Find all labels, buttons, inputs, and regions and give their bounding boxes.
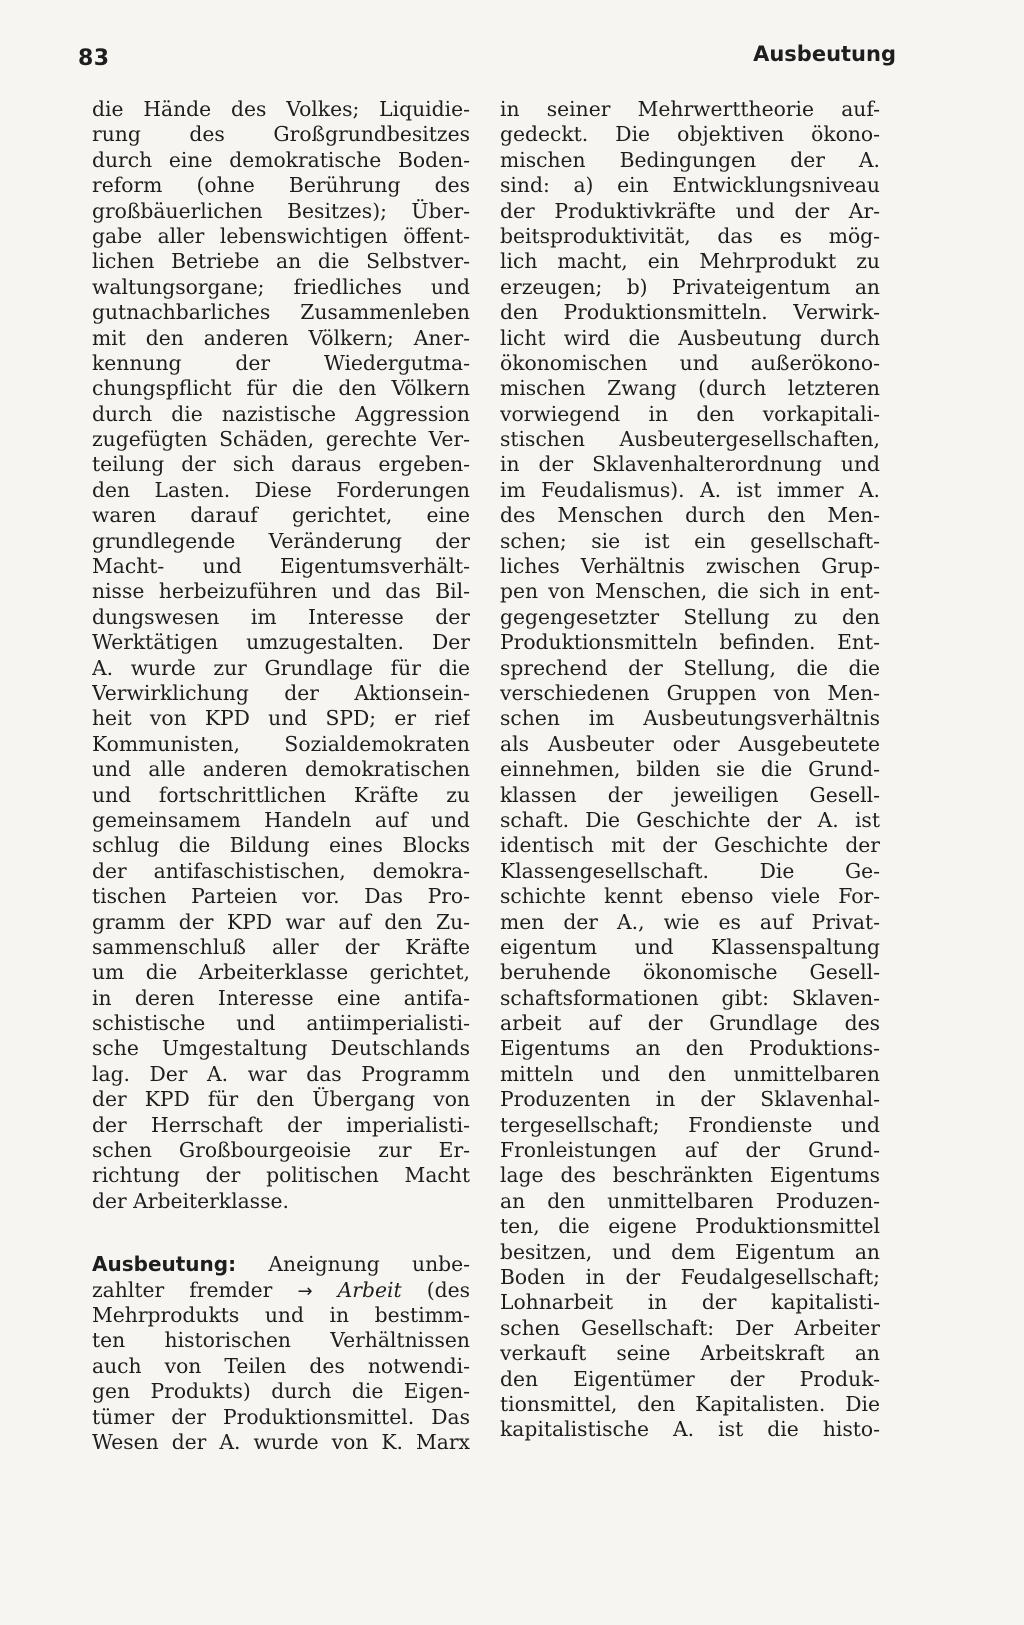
right-text-line: den Eigentümer der Produk- (500, 1366, 880, 1391)
left-text-line: gemeinsamem Handeln auf und (92, 807, 470, 832)
left-text-line: nisse herbeizuführen und das Bil- (92, 579, 470, 604)
entry-body (92, 1303, 470, 1455)
left-text-line: Werktätigen umzugestalten. Der (92, 630, 470, 655)
left-text-line: der antifaschistischen, demokra- (92, 858, 470, 883)
left-text-line: der Herrschaft der imperialisti- (92, 1112, 470, 1137)
right-text-line: stischen Ausbeutergesellschaften, (500, 427, 880, 452)
left-text-line: heit von KPD und SPD; er rief (92, 706, 470, 731)
right-text-line: Eigentums an den Produktions- (500, 1036, 880, 1061)
right-text-line: schaftsformationen gibt: Sklaven- (500, 985, 880, 1010)
right-text-line: identisch mit der Geschichte der (500, 833, 880, 858)
right-text-line: tergesellschaft; Frondienste und (500, 1112, 880, 1137)
left-text-line: mit den anderen Völkern; Aner- (92, 325, 470, 350)
entry-second-line-start: zahlter fremder (92, 1277, 298, 1302)
left-text-line: und alle anderen demokratischen (92, 757, 470, 782)
entry-first-line (92, 1252, 470, 1277)
right-text-line: lich macht, ein Mehrprodukt zu (500, 249, 880, 274)
left-text-line: sammenschluß aller der Kräfte (92, 934, 470, 959)
left-text-line: kennung der Wiedergutma- (92, 350, 470, 375)
page-number: 83 (78, 46, 110, 71)
right-text-line: den Produktionsmitteln. Verwirk- (500, 300, 880, 325)
right-text-line: in seiner Mehrwerttheorie auf- (500, 97, 880, 121)
right-text-line: an den unmittelbaren Produzen- (500, 1188, 880, 1213)
right-text-line: mischen Bedingungen der A. (500, 147, 880, 172)
right-text-line: im Feudalismus). A. ist immer A. (500, 477, 880, 502)
right-column (500, 97, 880, 1443)
entry-second-line (92, 1278, 470, 1303)
left-text-line: richtung der politischen Macht (92, 1163, 470, 1188)
right-text-line: als Ausbeuter oder Ausgebeutete (500, 731, 880, 756)
left-text-line: teilung der sich daraus ergeben- (92, 452, 470, 477)
right-text-line: gedeckt. Die objektiven ökono- (500, 122, 880, 147)
right-text-line: licht wird die Ausbeutung durch (500, 325, 880, 350)
right-text-line: eigentum und Klassenspaltung (500, 934, 880, 959)
right-text-line: schen; sie ist ein gesellschaft- (500, 528, 880, 553)
right-text-line: ten, die eigene Produktionsmittel (500, 1214, 880, 1239)
right-text-line: gegengesetzter Stellung zu den (500, 604, 880, 629)
right-text-line: kapitalistische A. ist die histo- (500, 1417, 880, 1442)
right-text-line: Lohnarbeit in der kapitalisti- (500, 1290, 880, 1315)
left-text-line: durch eine demokratische Boden- (92, 147, 470, 172)
left-text-line: reform (ohne Berührung des (92, 173, 470, 198)
left-text-line: um die Arbeiterklasse gerichtet, (92, 960, 470, 985)
left-text-line: schen Großbourgeoisie zur Er- (92, 1138, 470, 1163)
right-text-line: verkauft seine Arbeitskraft an (500, 1341, 880, 1366)
left-text-line: lag. Der A. war das Programm (92, 1061, 470, 1086)
entry-text-line: tümer der Produktionsmittel. Das (92, 1404, 470, 1429)
right-text-line: sprechend der Stellung, die die (500, 655, 880, 680)
right-text-line: schaft. Die Geschichte der A. ist (500, 807, 880, 832)
left-text-line: gutnachbarliches Zusammenleben (92, 300, 470, 325)
left-text-line: und fortschrittlichen Kräfte zu (92, 782, 470, 807)
left-text-line: schistische und antiimperialisti- (92, 1011, 470, 1036)
left-text-line: waren darauf gerichtet, eine (92, 503, 470, 528)
right-text-line: Produzenten in der Sklavenhal- (500, 1087, 880, 1112)
right-text-line: einnehmen, bilden sie die Grund- (500, 757, 880, 782)
left-text-line: die Hände des Volkes; Liquidie- (92, 97, 470, 121)
left-text-line: chungspflicht für die den Völkern (92, 376, 470, 401)
paragraph-continued (92, 97, 470, 1214)
right-text-line: ökonomischen und außerökono- (500, 350, 880, 375)
left-text-line: durch die nazistische Aggression (92, 401, 470, 426)
right-text-line: pen von Menschen, die sich in ent- (500, 579, 880, 604)
left-text-line: Macht- und Eigentumsverhält- (92, 554, 470, 579)
left-text-line: Verwirklichung der Aktionsein- (92, 680, 470, 705)
right-text-line: schichte kennt ebenso viele For- (500, 884, 880, 909)
right-text-line: arbeit auf der Grundlage des (500, 1011, 880, 1036)
right-text-line: Fronleistungen auf der Grund- (500, 1138, 880, 1163)
right-text-line: schen im Ausbeutungsverhältnis (500, 706, 880, 731)
left-text-line: in deren Interesse eine antifa- (92, 985, 470, 1010)
left-text-line: tischen Parteien vor. Das Pro- (92, 884, 470, 909)
right-text-line: Boden in der Feudalgesellschaft; (500, 1264, 880, 1289)
right-text-line: men der A., wie es auf Privat- (500, 909, 880, 934)
right-text-line: der Produktivkräfte und der Ar- (500, 198, 880, 223)
entry-second-line-end: (des (401, 1277, 470, 1302)
right-text-line: liches Verhältnis zwischen Grup- (500, 554, 880, 579)
left-text-line: waltungsorgane; friedliches und (92, 274, 470, 299)
entry-text-line: gen Produkts) durch die Eigen- (92, 1379, 470, 1404)
running-head: Ausbeutung (753, 42, 896, 66)
left-text-line: lichen Betriebe an die Selbstver- (92, 249, 470, 274)
right-text-line: schen Gesellschaft: Der Arbeiter (500, 1315, 880, 1340)
right-text-line: sind: a) ein Entwicklungsniveau (500, 173, 880, 198)
right-text-line: lage des beschränkten Eigentums (500, 1163, 880, 1188)
dictionary-entry-ausbeutung (92, 1252, 470, 1455)
right-text-line: beitsproduktivität, das es mög- (500, 223, 880, 248)
right-text-line: mischen Zwang (durch letzteren (500, 376, 880, 401)
entry-first-line-text: Aneignung unbe- (236, 1252, 470, 1277)
right-text-line: besitzen, und dem Eigentum an (500, 1239, 880, 1264)
right-text-line: in der Sklavenhalterordnung und (500, 452, 880, 477)
right-text-line: erzeugen; b) Privateigentum an (500, 274, 880, 299)
left-text-line: rung des Großgrundbesitzes (92, 122, 470, 147)
cross-reference-arbeit[interactable]: Arbeit (337, 1277, 402, 1302)
left-text-line: gramm der KPD war auf den Zu- (92, 909, 470, 934)
left-text-line: A. wurde zur Grundlage für die (92, 655, 470, 680)
left-text-line: der KPD für den Übergang von (92, 1087, 470, 1112)
entry-lemma: Ausbeutung: (92, 1252, 237, 1277)
right-text-line: Klassengesellschaft. Die Ge- (500, 858, 880, 883)
left-text-line: zugefügten Schäden, gerechte Ver- (92, 427, 470, 452)
right-text-line: tionsmittel, den Kapitalisten. Die (500, 1391, 880, 1416)
left-text-line: den Lasten. Diese Forderungen (92, 477, 470, 502)
right-text-line: beruhende ökonomische Gesell- (500, 960, 880, 985)
right-text-line: des Menschen durch den Men- (500, 503, 880, 528)
right-text-line: Produktionsmitteln befinden. Ent- (500, 630, 880, 655)
left-text-line: großbäuerlichen Besitzes); Über- (92, 198, 470, 223)
right-text-line: verschiedenen Gruppen von Men- (500, 680, 880, 705)
left-text-line: sche Umgestaltung Deutschlands (92, 1036, 470, 1061)
right-text-line: mitteln und den unmittelbaren (500, 1061, 880, 1086)
left-column (92, 97, 470, 1455)
left-text-line: dungswesen im Interesse der (92, 604, 470, 629)
right-text-line: klassen der jeweiligen Gesell- (500, 782, 880, 807)
entry-text-line: auch von Teilen des notwendi- (92, 1353, 470, 1378)
left-text-line: der Arbeiterklasse. (92, 1188, 289, 1213)
cross-reference-arrow-icon: → (297, 1280, 313, 1302)
entry-text-line: Mehrprodukts und in bestimm- (92, 1302, 470, 1327)
entry-text-line: Wesen der A. wurde von K. Marx (92, 1429, 470, 1454)
paragraph-gap (92, 1214, 470, 1252)
left-text-line: schlug die Bildung eines Blocks (92, 833, 470, 858)
left-text-line: grundlegende Veränderung der (92, 528, 470, 553)
right-text-line: vorwiegend in den vorkapitali- (500, 401, 880, 426)
entry-text-line: ten historischen Verhältnissen (92, 1328, 470, 1353)
left-text-line: Kommunisten, Sozialdemokraten (92, 731, 470, 756)
left-text-line: gabe aller lebenswichtigen öffent- (92, 223, 470, 248)
